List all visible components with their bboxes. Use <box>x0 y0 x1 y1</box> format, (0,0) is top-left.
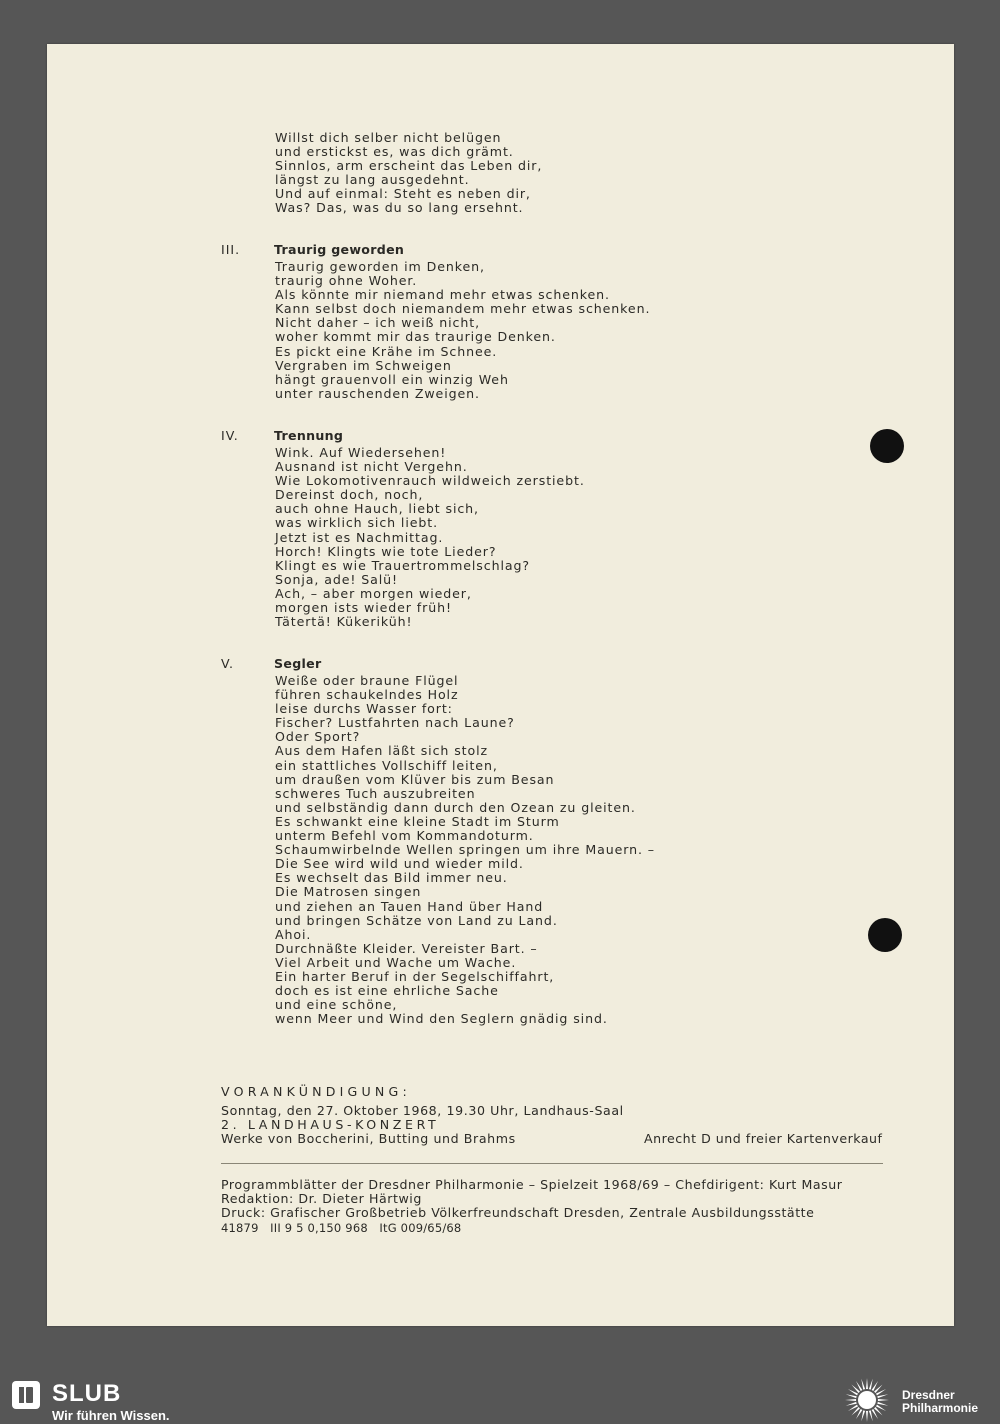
poem-stanza-ii-end <box>275 131 695 216</box>
program-page <box>47 44 954 1326</box>
section-number: IV. <box>221 428 239 443</box>
orchestra-name-line: Dresdner <box>902 1388 955 1402</box>
announcement-tickets: Anrecht D und freier Kartenverkauf <box>644 1131 883 1146</box>
slub-logo-icon <box>12 1381 40 1409</box>
poem-line: Klingt es wie Trauertrommelschlag? <box>275 557 530 573</box>
poem-line: Die Matrosen singen <box>275 884 422 900</box>
poem-line: ein stattliches Vollschiff leiten, <box>275 757 498 773</box>
section-title: Traurig geworden <box>274 242 405 257</box>
poem-line: schweres Tuch auszubreiten <box>275 785 476 801</box>
poem-line: Dereinst doch, noch, <box>275 487 424 503</box>
poem-line: Es schwankt eine kleine Stadt im Sturm <box>275 813 560 829</box>
orchestra-logo-icon <box>844 1377 890 1423</box>
poem-line: doch es ist eine ehrliche Sache <box>275 983 499 999</box>
poem-line: Sinnlos, arm erscheint das Leben dir, <box>275 158 543 174</box>
poem-line: leise durchs Wasser fort: <box>275 701 453 717</box>
imprint-line: Redaktion: Dr. Dieter Härtwig <box>221 1191 422 1207</box>
poem-line: Es wechselt das Bild immer neu. <box>275 870 508 886</box>
poem-line: und erstickst es, was dich grämt. <box>275 144 514 160</box>
poem-line: Willst dich selber nicht belügen <box>275 130 502 145</box>
poem-line: Aus dem Hafen läßt sich stolz <box>275 743 489 759</box>
poem-line: woher kommt mir das traurige Denken. <box>275 329 556 345</box>
poem-line: Jetzt ist es Nachmittag. <box>275 529 444 545</box>
orchestra-name[interactable] <box>902 1389 978 1415</box>
poem-line: Die See wird wild und wieder mild. <box>275 856 524 872</box>
poem-line: längst zu lang ausgedehnt. <box>275 172 470 188</box>
poem-line: Es pickt eine Krähe im Schnee. <box>275 343 498 359</box>
poem-line: Weiße oder braune Flügel <box>275 673 459 688</box>
punch-hole <box>868 918 902 952</box>
announcement-date: Sonntag, den 27. Oktober 1968, 19.30 Uhr, Landhaus-Saal <box>221 1103 624 1118</box>
poem-line: um draußen vom Klüver bis zum Besan <box>275 771 555 787</box>
poem-line: und selbständig dann durch den Ozean zu gleiten. <box>275 799 636 815</box>
poem-line: traurig ohne Woher. <box>275 273 418 289</box>
poem-line: Ausnand ist nicht Vergehn. <box>275 459 468 475</box>
poem-line: Traurig geworden im Denken, <box>275 259 485 274</box>
poem-line: und bringen Schätze von Land zu Land. <box>275 912 558 928</box>
poem-line: Ein harter Beruf in der Segelschiffahrt, <box>275 968 555 984</box>
poem-line: unter rauschenden Zweigen. <box>275 385 480 401</box>
poem-line: Tätertä! Kükeriküh! <box>275 614 413 630</box>
poem-line: Sonja, ade! Salü! <box>275 571 398 587</box>
announcement-works: Werke von Boccherini, Butting und Brahms <box>221 1131 516 1146</box>
poem-line: wenn Meer und Wind den Seglern gnädig sind. <box>275 1011 608 1027</box>
poem-segler <box>275 674 695 1026</box>
poem-line: Vergraben im Schweigen <box>275 357 452 373</box>
poem-line: was wirklich sich liebt. <box>275 515 439 531</box>
poem-line: Wink. Auf Wiedersehen! <box>275 445 447 460</box>
imprint-line: Druck: Grafischer Großbetrieb Völkerfreundschaft Dresden, Zentrale Ausbildungsstätte <box>221 1205 815 1221</box>
poem-line: und ziehen an Tauen Hand über Hand <box>275 898 544 914</box>
poem-line: morgen ists wieder früh! <box>275 600 452 616</box>
poem-line: auch ohne Hauch, liebt sich, <box>275 501 479 517</box>
poem-line: Horch! Klingts wie tote Lieder? <box>275 543 497 559</box>
divider <box>221 1163 883 1164</box>
punch-hole <box>870 429 904 463</box>
poem-line: Was? Das, was du so lang ersehnt. <box>275 200 524 216</box>
poem-traurig-geworden <box>275 260 695 401</box>
section-title: Trennung <box>274 428 344 443</box>
imprint-line: Programmblätter der Dresdner Philharmonie – Spielzeit 1968/69 – Chefdirigent: Kurt Masur <box>221 1177 843 1192</box>
poem-line: Durchnäßte Kleider. Vereister Bart. – <box>275 940 538 956</box>
poem-line: Fischer? Lustfahrten nach Laune? <box>275 715 515 731</box>
poem-line: Ahoi. <box>275 926 312 942</box>
poem-line: und eine schöne, <box>275 997 398 1013</box>
imprint <box>221 1178 901 1235</box>
poem-line: Und auf einmal: Steht es neben dir, <box>275 186 531 202</box>
announcement-concert: 2. LANDHAUS-KONZERT <box>221 1117 440 1132</box>
section-number: III. <box>221 242 241 257</box>
poem-line: Ach, – aber morgen wieder, <box>275 585 472 601</box>
poem-line: Schaumwirbelnde Wellen springen um ihre Mauern. – <box>275 842 655 858</box>
poem-line: hängt grauenvoll ein winzig Weh <box>275 371 509 387</box>
poem-line: Wie Lokomotivenrauch wildweich zerstiebt. <box>275 473 585 489</box>
poem-trennung <box>275 446 695 629</box>
poem-line: Kann selbst doch niemandem mehr etwas schenken. <box>275 301 651 317</box>
imprint-line: 41879 III 9 5 0,150 968 ItG 009/65/68 <box>221 1220 462 1235</box>
poem-line: Oder Sport? <box>275 729 361 745</box>
section-number: V. <box>221 656 234 671</box>
announcement-heading: VORANKÜNDIGUNG: <box>221 1084 411 1099</box>
poem-line: führen schaukelndes Holz <box>275 687 459 703</box>
poem-line: Nicht daher – ich weiß nicht, <box>275 315 481 331</box>
library-name[interactable]: SLUB <box>52 1380 122 1407</box>
poem-line: Viel Arbeit und Wache um Wache. <box>275 954 517 970</box>
section-title: Segler <box>274 656 322 671</box>
poem-line: Als könnte mir niemand mehr etwas schenken. <box>275 287 610 303</box>
library-tagline: Wir führen Wissen. <box>52 1408 170 1423</box>
poem-line: unterm Befehl vom Kommandoturm. <box>275 828 534 844</box>
orchestra-name-line: Philharmonie <box>902 1401 979 1415</box>
footer-bar <box>0 1375 1000 1424</box>
